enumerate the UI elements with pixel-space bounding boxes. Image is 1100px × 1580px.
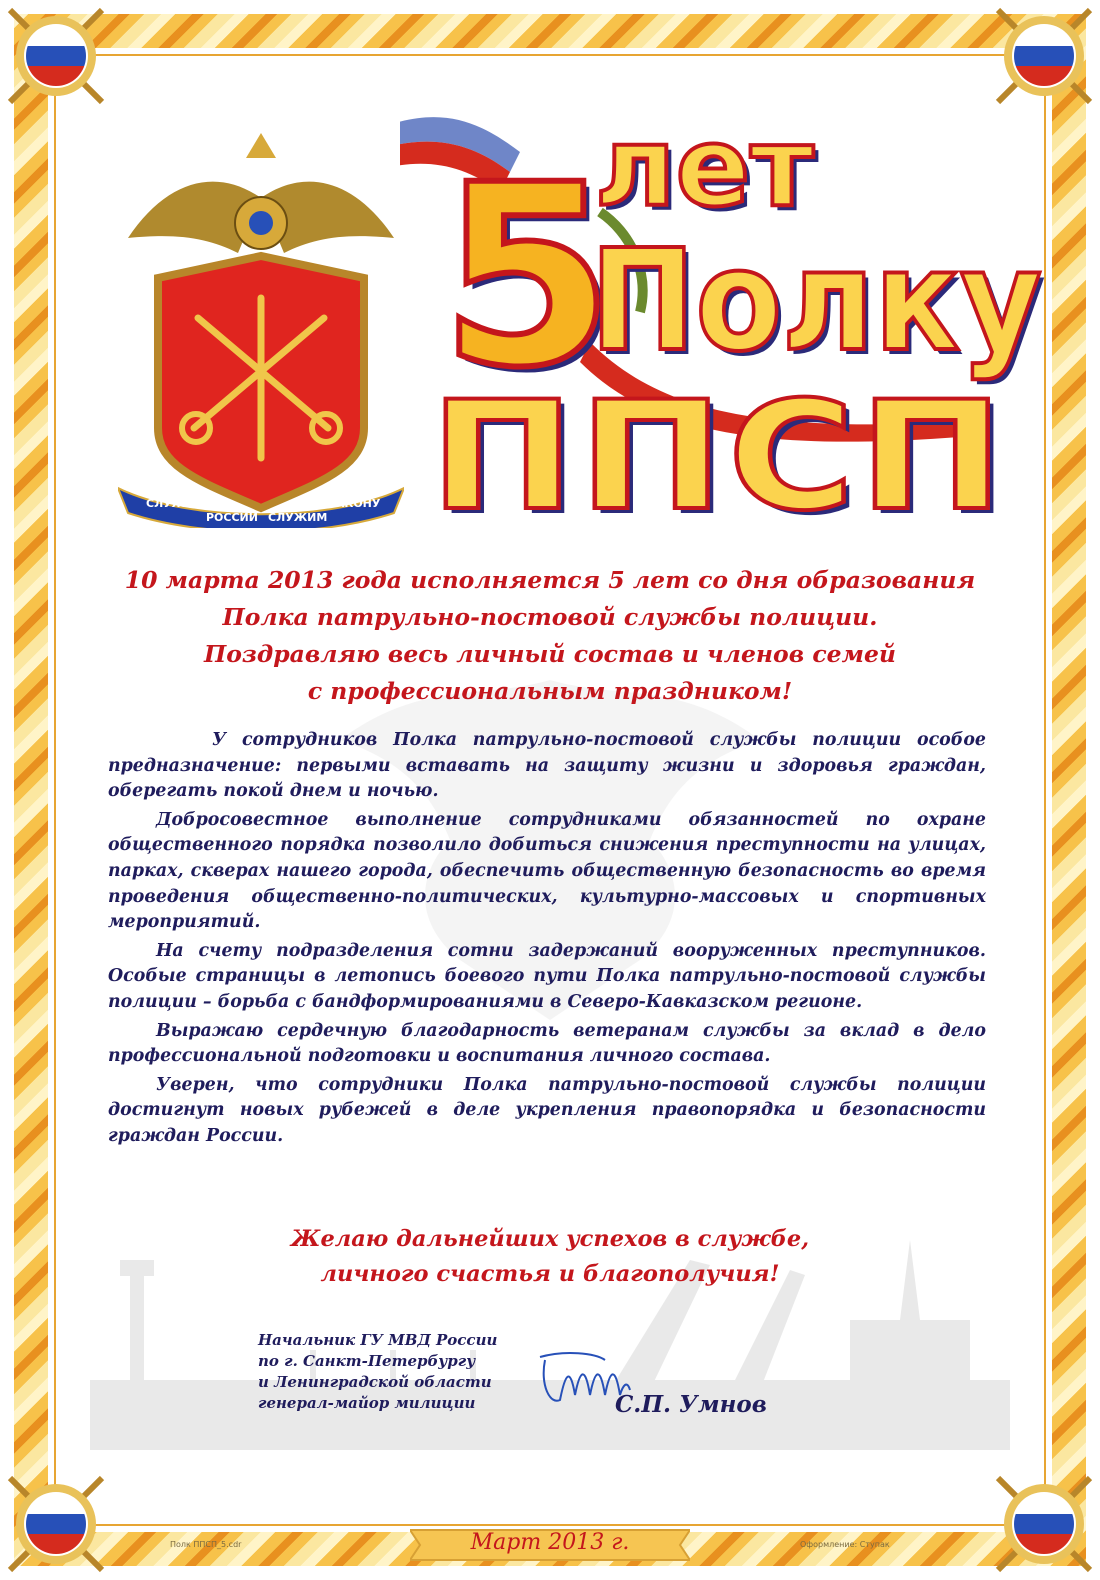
corner-flag-medallion-icon xyxy=(988,1468,1100,1580)
emblem-ribbon-word: СЛУЖИМ xyxy=(146,497,206,510)
design-note: Оформление: Ступак xyxy=(800,1540,890,1549)
corner-flag-medallion-icon xyxy=(988,0,1100,112)
intro-greeting xyxy=(110,562,990,710)
wish-line: личного счастья и благополучия! xyxy=(320,1261,780,1287)
headline-number: 5 xyxy=(440,131,614,422)
corner-flag-medallion-icon xyxy=(0,1468,112,1580)
intro-line: с профессиональным праздником! xyxy=(307,677,793,705)
signatory-title-line: Начальник ГУ МВД России xyxy=(258,1331,498,1349)
police-coat-of-arms-emblem xyxy=(118,128,404,528)
headline-word-ppsp: ППСП xyxy=(430,370,1009,544)
intro-line: Полка патрульно-постовой службы полиции. xyxy=(222,603,878,631)
body-paragraph: На счету подразделения сотни задержаний вооруженных преступников. Особые страницы в летопись боевого пути Полка патрульно-постовой службы полиции – борьба с бандформированиями в Северо-Кавказском регионе. xyxy=(108,940,986,1012)
wish-line: Желаю дальнейших успехов в службе, xyxy=(290,1226,810,1252)
corner-flag-medallion-icon xyxy=(0,0,112,112)
emblem-ribbon-word: РОССИИ xyxy=(206,511,258,524)
intro-line: 10 марта 2013 года исполняется 5 лет со дня образования xyxy=(124,566,976,594)
anniversary-headline xyxy=(400,92,1042,544)
body-paragraph: У сотрудников Полка патрульно-постовой службы полиции особое предназначение: первыми вставать на защиту жизни и здоровья граждан, оберегать покой днем и ночью. xyxy=(108,730,986,802)
signatory-title-line: и Ленинградской области xyxy=(258,1373,492,1391)
footer-date: Март 2013 г. xyxy=(470,1530,630,1555)
intro-line: Поздравляю весь личный состав и членов семей xyxy=(204,640,896,668)
signatory-title-line: генерал-майор милиции xyxy=(258,1394,476,1412)
letter-body xyxy=(108,728,986,1153)
emblem-ribbon-word: СЛУЖИМ xyxy=(268,511,328,524)
signatory-title xyxy=(258,1330,578,1414)
body-paragraph: Выражаю сердечную благодарность ветеранам службы за вклад в дело профессиональной подготовки и воспитания личного состава. xyxy=(108,1020,986,1067)
headline-word-polku: Полку xyxy=(590,220,1042,383)
body-paragraph: Уверен, что сотрудники Полка патрульно-постовой службы полиции достигнут новых рубежей в деле укрепления правопорядка и безопасности граждан России. xyxy=(108,1074,986,1146)
emblem-ribbon-word: ЗАКОНУ xyxy=(328,497,381,510)
body-paragraph: Добросовестное выполнение сотрудниками обязанностей по охране общественного порядка позволило добиться снижения преступности на улицах, парках, скверах нашего города, обеспечить общественную безопасность во время проведения общественно-политических, культурно-массовых и спортивных мероприятий. xyxy=(108,809,986,933)
signatory-name: С.П. Умнов xyxy=(615,1391,767,1418)
signatory-title-line: по г. Санкт-Петербургу xyxy=(258,1352,476,1370)
headline-word-let: лет xyxy=(595,103,814,231)
file-note: Полк ППСП_5.cdr xyxy=(170,1540,242,1549)
closing-wish xyxy=(110,1222,990,1292)
